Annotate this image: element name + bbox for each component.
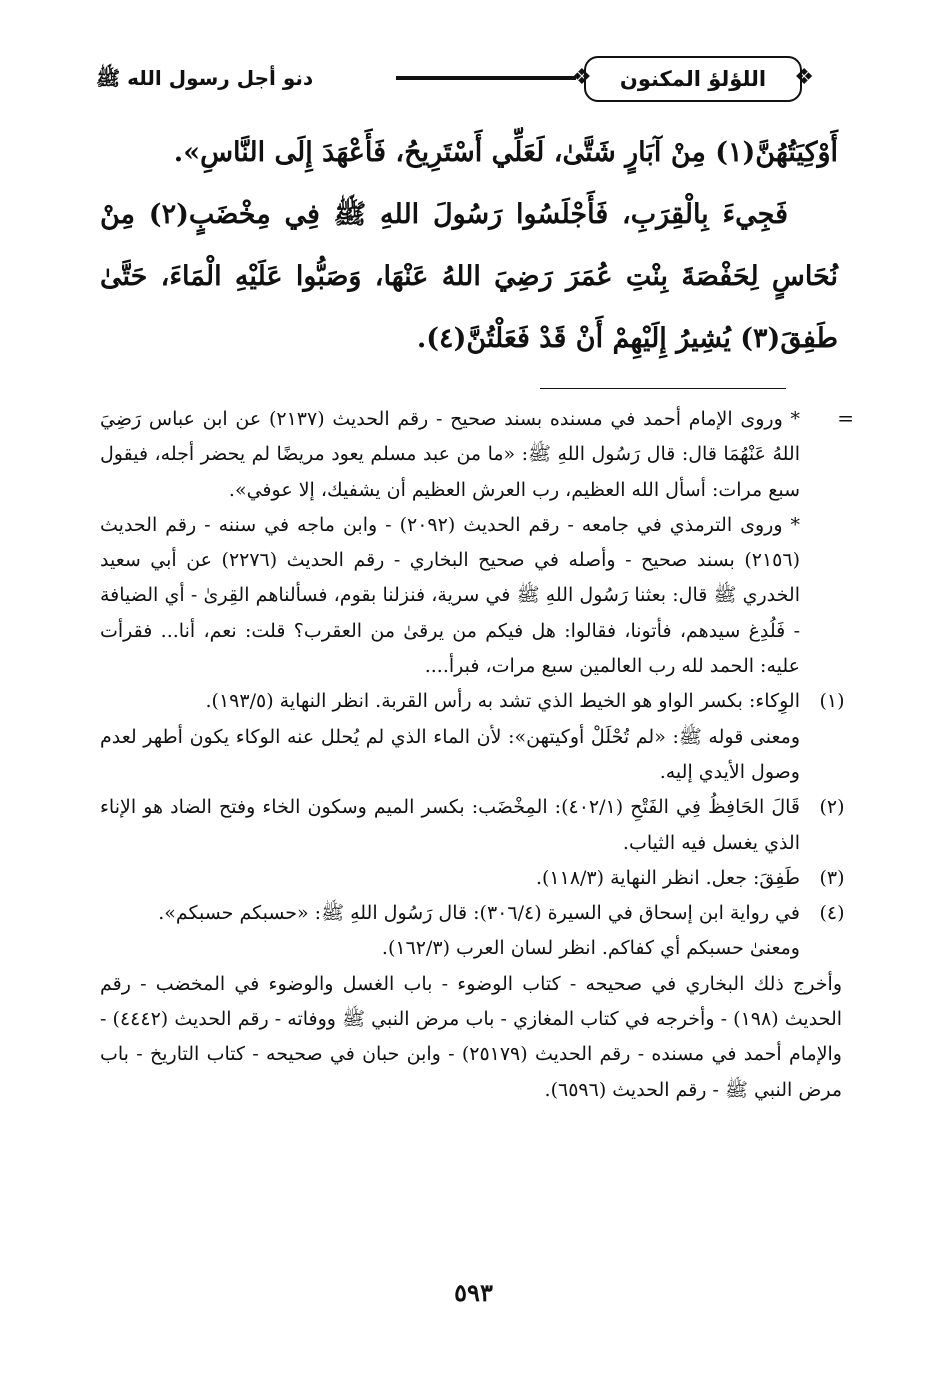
footnote-4: [100, 896, 845, 967]
footnote-number: (٤): [819, 902, 845, 925]
main-text: [100, 122, 838, 370]
footnote-line: ومعنى قوله ﷺ: «لم تُحْلَلْ أوكيتهن»: لأن الماء الذي لم يُحلل عنه الوكاء يكون أطهر لعدم وصول الأيدي إليه.: [100, 725, 800, 783]
header-book-title-frame: [584, 56, 802, 102]
footnote-closing-paragraph: وأخرج ذلك البخاري في صحيحه - كتاب الوضوء - باب الغسل والوضوء في المخضب - رقم الحديث (١٩٨) - وأخرجه في كتاب المغازي - باب مرض النبي ﷺ ووفاته - رقم الحديث (٤٤٤٢) - والإمام أحمد في مسنده - رقم الحديث (٢٥١٧٩) - وابن حبان في صحيحه - كتاب التاريخ - باب مرض النبي ﷺ - رقم الحديث (٦٥٩٦).: [100, 972, 843, 1101]
footnote-2: [100, 790, 845, 861]
continuation-mark: =: [837, 406, 854, 430]
footnote-paragraph: * وروى الترمذي في جامعه - رقم الحديث (٢٠٩٢) - وابن ماجه في سننه - رقم الحديث (٢١٥٦) بسند صحيح - وأصله في صحيح البخاري - رقم الحديث (٢٢٧٦) عن أبي سعيد الخدري ﷺ قال: بعثنا رَسُول اللهِ ﷺ في سرية، فنزلنا بقوم، فسألناهم القِرىٰ - أي الضيافة - فَلُدِغ سيدهم، فأتونا، فقالوا: هل فيكم من يرقىٰ من العقرب؟ قلت: نعم، أنا... فقرأت عليه: الحمد لله رب العالمين سبع مرات، فبرأ....: [100, 513, 801, 678]
header-book-title: ❖ اللؤلؤ المكنون: [619, 67, 767, 91]
footnote-number: (٢): [819, 796, 845, 819]
footnote-1: [100, 684, 845, 790]
footnote-line: في رواية ابن إسحاق في السيرة (٣٠٦/٤): قال رَسُول اللهِ ﷺ: «حسبكم حسبكم».: [158, 902, 800, 925]
footnote-paragraph: * وروى الإمام أحمد في مسنده بسند صحيح - رقم الحديث (٢١٣٧) عن ابن عباس رَضِيَ اللهُ عَنْهُمَا قال: قال رَسُول اللهِ ﷺ: «ما من عبد مسلم يعود مريضًا لم يحضر أجله، فيقول سبع مرات: أسأل الله العظيم، رب العرش العظيم أن يشفيك، إلا عوفي».: [100, 408, 800, 501]
footnote-line: الوِكاء: بكسر الواو هو الخيط الذي تشد به رأس القربة. انظر النهاية (١٩٣/٥).: [205, 690, 800, 713]
main-paragraph: أَوْكِيَتُهُنَّ(١) مِنْ آبَارٍ شَتَّىٰ، لَعَلِّي أَسْتَرِيحُ، فَأَعْهَدَ إِلَى النَّاسِ».: [173, 137, 838, 168]
header-rule: [396, 76, 576, 80]
footnotes: [100, 402, 854, 1108]
footnote-separator: [540, 388, 786, 389]
footnote-continuation: [100, 402, 854, 684]
footnote-number: (٣): [819, 866, 845, 889]
header-chapter-title: دنو أجل رسول الله ﷺ: [96, 66, 314, 90]
main-paragraph: فَجِيءَ بِالْقِرَبِ، فَأَجْلَسُوا رَسُولَ اللهِ ﷺ فِي مِخْضَبٍ(٢) مِنْ نُحَاسٍ لِحَفْصَةَ بِنْتِ عُمَرَ رَضِيَ اللهُ عَنْهَا، وَصَبُّوا عَلَيْهِ الْمَاءَ، حَتَّىٰ طَفِقَ(٣) يُشِيرُ إِلَيْهِمْ أَنْ قَدْ فَعَلْتُنَّ(٤).: [100, 199, 838, 354]
footnote-line: قَالَ الحَافِظُ فِي الفَتْحِ (٤٠٢/١): المِخْضَب: بكسر الميم وسكون الخاء وفتح الضاد هو الإناء الذي يغسل فيه الثياب.: [100, 796, 800, 854]
page-number: ٥٩٣: [454, 1278, 493, 1307]
footnote-line: طَفِقَ: جعل. انظر النهاية (١١٨/٣).: [535, 866, 800, 889]
footnote-3: [100, 861, 845, 896]
footnote-number: (١): [819, 690, 845, 713]
footnote-line: ومعنىٰ حسبكم أي كفاكم. انظر لسان العرب (١٦٢/٣).: [381, 937, 800, 960]
running-header: [96, 56, 840, 112]
